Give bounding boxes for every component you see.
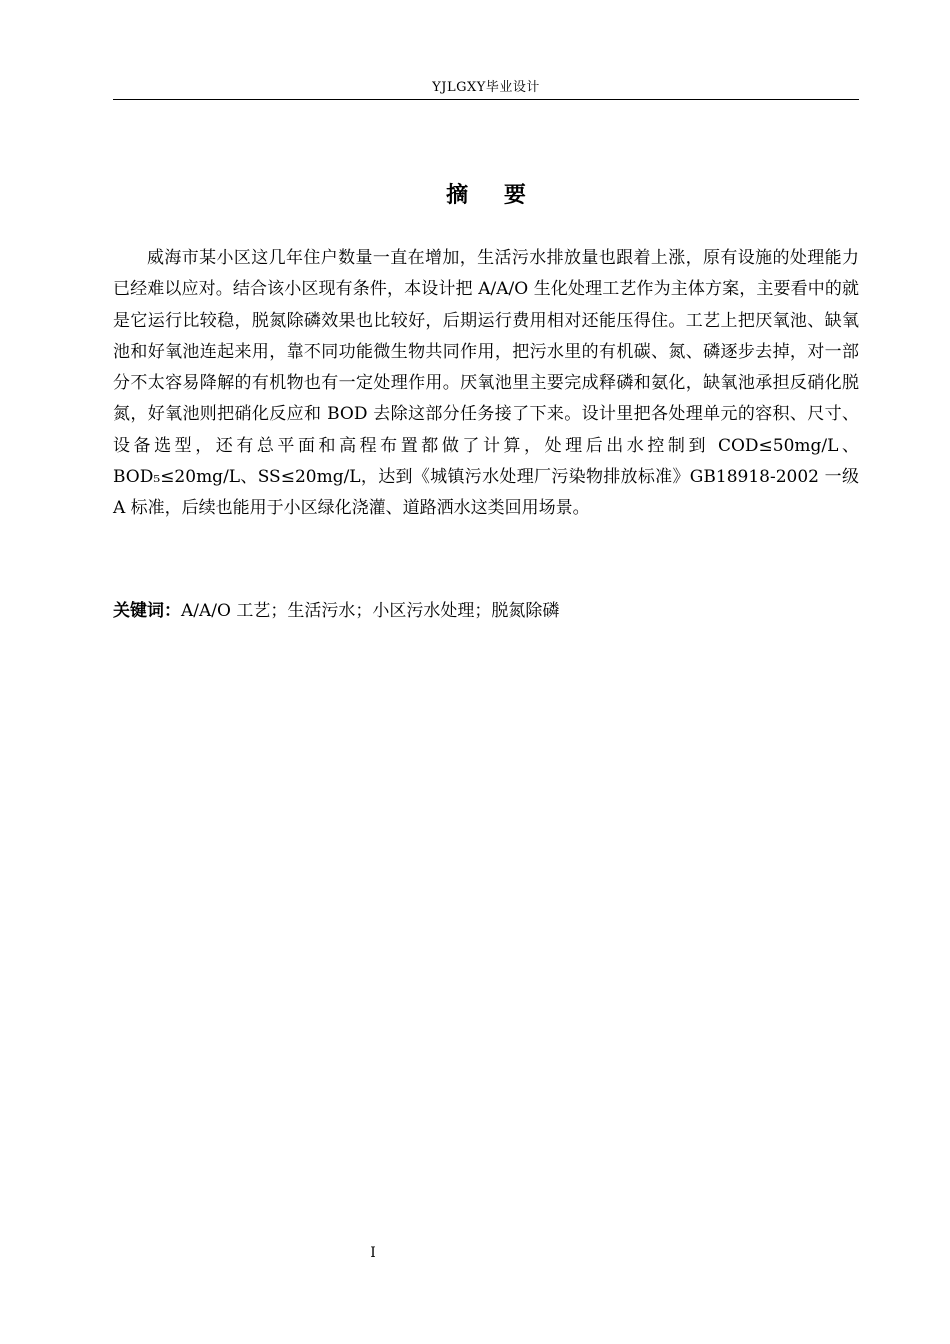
header-divider	[113, 99, 859, 100]
keywords-line	[113, 597, 859, 625]
keywords-text: A/A/O 工艺；生活污水；小区污水处理；脱氮除磷	[181, 601, 560, 621]
keywords-label: 关键词：	[113, 601, 181, 621]
abstract-title: 摘 要	[446, 182, 540, 208]
abstract-body: 威海市某小区这几年住户数量一直在增加，生活污水排放量也跟着上涨，原有设施的处理能力已经难以应对。结合该小区现有条件，本设计把 A/A/O 生化处理工艺作为主体方案，主要看中的就是它运行比较稳，脱氮除磷效果也比较好，后期运行费用相对还能压得住。工艺上把厌氧池、缺氧池和好氧池连起来用，靠不同功能微生物共同作用，把污水里的有机碳、氮、磷逐步去掉，对一部分不太容易降解的有机物也有一定处理作用。厌氧池里主要完成释磷和氨化，缺氧池承担反硝化脱氮，好氧池则把硝化反应和 BOD 去除这部分任务接了下来。设计里把各处理单元的容积、尺寸、设备选型，还有总平面和高程布置都做了计算，处理后出水控制到 COD≤50mg/L、BOD₅≤20mg/L、SS≤20mg/L，达到《城镇污水处理厂污染物排放标准》GB18918-2002 一级 A 标准，后续也能用于小区绿化浇灌、道路洒水这类回用场景。	[113, 248, 859, 519]
page-header: YJLGXY毕业设计	[432, 80, 540, 95]
page-number: I	[370, 1245, 376, 1261]
